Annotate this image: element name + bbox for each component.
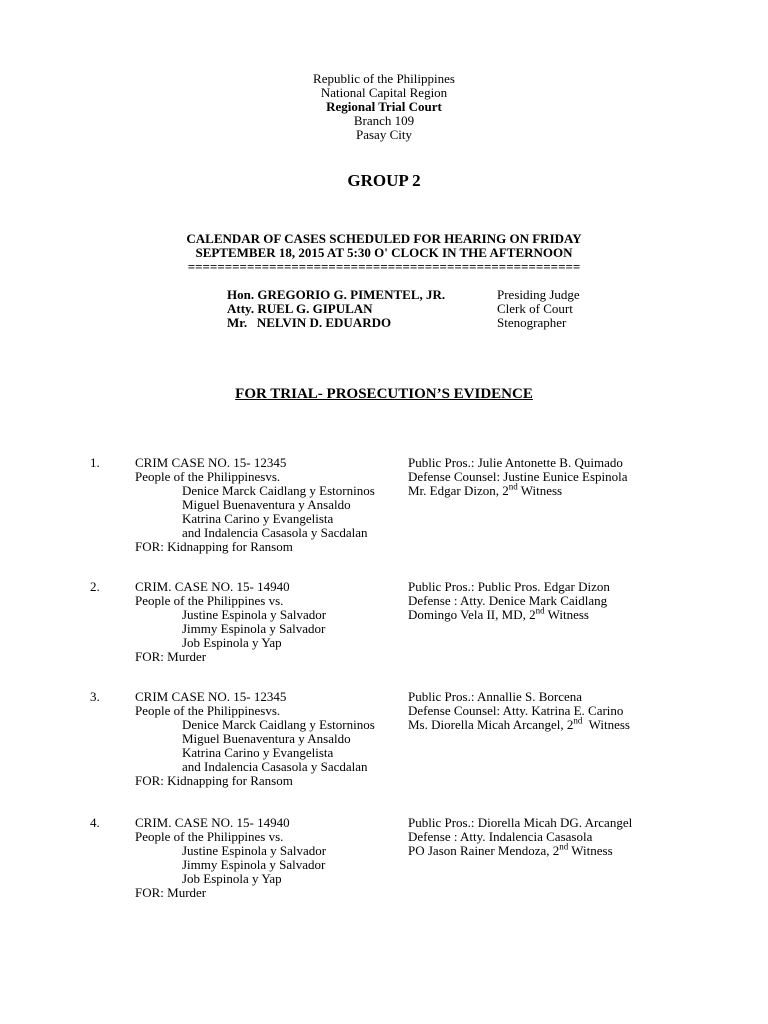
case-charge: FOR: Kidnapping for Ransom <box>135 773 293 788</box>
case-counsel <box>408 580 708 622</box>
witness-label: Witness <box>517 483 563 498</box>
case-defense: Defense Counsel: Justine Eunice Espinola <box>408 469 628 484</box>
case-accused: Justine Espinola y Salvador <box>182 607 327 622</box>
case-accused: and Indalencia Casasola y Sacdalan <box>182 525 368 540</box>
case-prosecutor: Public Pros.: Julie Antonette B. Quimado <box>408 455 623 470</box>
case-counsel <box>408 456 708 498</box>
witness-label: Witness <box>544 607 589 622</box>
case-docket: CRIM. CASE NO. 15- 14940 <box>135 579 290 594</box>
calendar-line-2: SEPTEMBER 18, 2015 AT 5:30 O' CLOCK IN THE AFTERNOON <box>195 245 573 260</box>
case-parties <box>135 580 410 664</box>
case-accused: Denice Marck Caidlang y Estorninos <box>182 717 375 732</box>
witness-name: Domingo Vela II, MD, 2 <box>408 607 536 622</box>
case-accused: Justine Espinola y Salvador <box>182 843 327 858</box>
case-witness <box>408 481 708 498</box>
case-accused: Denice Marck Caidlang y Estorninos <box>182 483 375 498</box>
case-witness <box>408 605 708 622</box>
court-officials <box>227 288 647 330</box>
official-role: Presiding Judge <box>497 287 580 302</box>
case-number: 1. <box>90 455 100 470</box>
official-role: Stenographer <box>497 315 567 330</box>
case-number: 4. <box>90 815 100 830</box>
case-charge: FOR: Murder <box>135 649 207 664</box>
section-title-text: FOR TRIAL- PROSECUTION’S EVIDENCE <box>235 386 533 402</box>
witness-name: Ms. Diorella Micah Arcangel, 2 <box>408 717 574 732</box>
case-docket: CRIM CASE NO. 15- 12345 <box>135 455 287 470</box>
case-witness <box>408 715 708 732</box>
header-court: Regional Trial Court <box>326 99 442 114</box>
court-header <box>0 72 768 142</box>
case-people: People of the Philippines vs. <box>135 829 284 844</box>
case-people: People of the Philippines vs. <box>135 593 284 608</box>
case-accused: Job Espinola y Yap <box>182 871 282 886</box>
case-defense: Defense Counsel: Atty. Katrina E. Carino <box>408 703 624 718</box>
case-parties <box>135 816 410 900</box>
calendar-line-1: CALENDAR OF CASES SCHEDULED FOR HEARING ON FRIDAY <box>186 231 582 246</box>
case-docket: CRIM CASE NO. 15- 12345 <box>135 689 287 704</box>
case-prosecutor: Public Pros.: Public Pros. Edgar Dizon <box>408 579 610 594</box>
section-title <box>0 386 768 402</box>
case-counsel <box>408 690 708 732</box>
witness-label: Witness <box>568 843 613 858</box>
case-parties <box>135 690 410 788</box>
case-prosecutor: Public Pros.: Annallie S. Borcena <box>408 689 583 704</box>
witness-label: Witness <box>582 717 630 732</box>
case-counsel <box>408 816 708 858</box>
case-people: People of the Philippinesvs. <box>135 469 281 484</box>
witness-ordinal: nd <box>573 715 583 726</box>
case-accused: Job Espinola y Yap <box>182 635 282 650</box>
case-accused: Jimmy Espinola y Salvador <box>182 857 326 872</box>
case-charge: FOR: Murder <box>135 885 207 900</box>
case-number: 2. <box>90 579 100 594</box>
official-row <box>227 288 647 302</box>
case-prosecutor: Public Pros.: Diorella Micah DG. Arcangel <box>408 815 633 830</box>
witness-ordinal: nd <box>508 481 518 492</box>
case-witness <box>408 841 708 858</box>
case-accused: and Indalencia Casasola y Sacdalan <box>182 759 368 774</box>
official-row <box>227 302 647 316</box>
case-accused: Miguel Buenaventura y Ansaldo <box>182 731 351 746</box>
case-accused: Katrina Carino y Evangelista <box>182 511 334 526</box>
case-docket: CRIM. CASE NO. 15- 14940 <box>135 815 290 830</box>
case-people: People of the Philippinesvs. <box>135 703 281 718</box>
official-name: Hon. GREGORIO G. PIMENTEL, JR. <box>227 287 446 302</box>
official-name: Atty. RUEL G. GIPULAN <box>227 301 373 316</box>
case-defense: Defense : Atty. Denice Mark Caidlang <box>408 593 608 608</box>
case-parties <box>135 456 410 554</box>
group-title: GROUP 2 <box>347 171 421 190</box>
case-accused: Jimmy Espinola y Salvador <box>182 621 326 636</box>
case-defense: Defense : Atty. Indalencia Casasola <box>408 829 593 844</box>
case-accused: Katrina Carino y Evangelista <box>182 745 334 760</box>
witness-ordinal: nd <box>559 841 569 852</box>
case-accused: Miguel Buenaventura y Ansaldo <box>182 497 351 512</box>
witness-name: Mr. Edgar Dizon, 2 <box>408 483 509 498</box>
official-row <box>227 316 647 330</box>
case-charge: FOR: Kidnapping for Ransom <box>135 539 293 554</box>
calendar-separator: ===================================================== <box>187 259 581 274</box>
witness-ordinal: nd <box>535 605 545 616</box>
header-city: Pasay City <box>356 127 412 142</box>
official-role: Clerk of Court <box>497 301 573 316</box>
header-republic: Republic of the Philippines <box>313 71 455 86</box>
header-region: National Capital Region <box>320 85 448 100</box>
calendar-heading <box>0 232 768 274</box>
official-name: Mr. NELVIN D. EDUARDO <box>227 315 392 330</box>
witness-name: PO Jason Rainer Mendoza, 2 <box>408 843 560 858</box>
case-number: 3. <box>90 689 100 704</box>
header-branch: Branch 109 <box>353 113 415 128</box>
